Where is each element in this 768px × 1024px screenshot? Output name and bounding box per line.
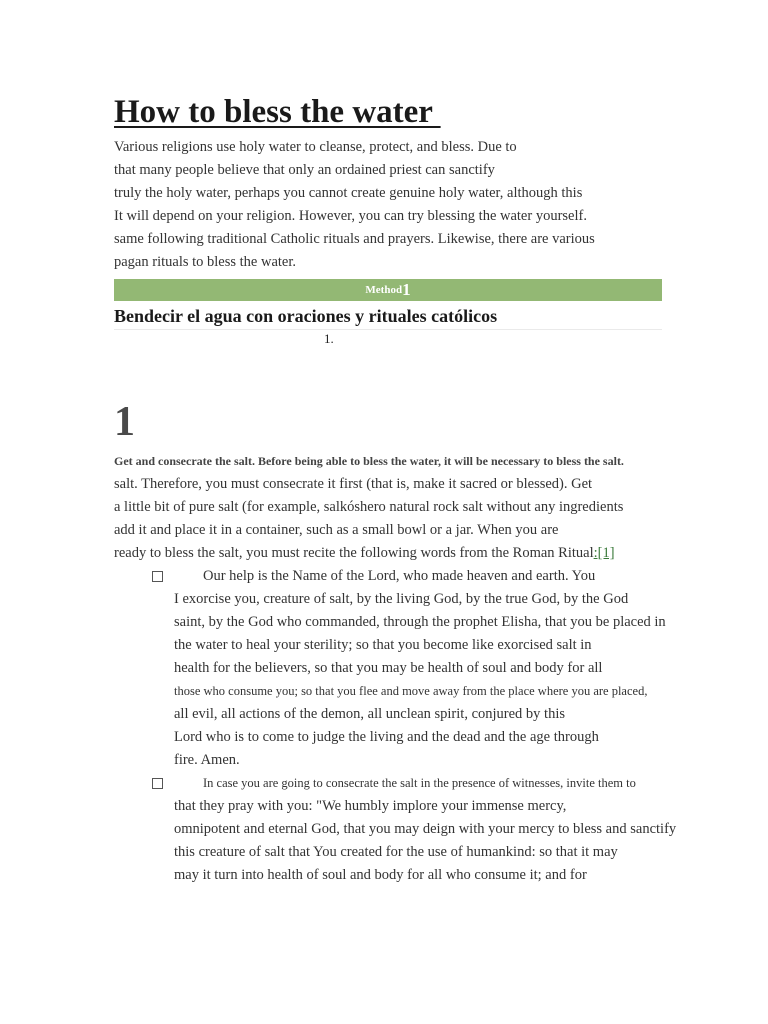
bullet-item: [150, 772, 710, 887]
bullet-item: [150, 565, 710, 772]
bullet-first-line: In case you are going to consecrate the salt in the presence of witnesses, invite them to: [203, 776, 636, 790]
bullet-line: that they pray with you: "We humbly implore your immense mercy,: [174, 798, 567, 814]
bullet-line: this creature of salt that You created for the use of humankind: so that it may: [174, 844, 618, 860]
bullet-line: those who consume you; so that you flee and move away from the place where you are placed,: [174, 684, 648, 698]
page-title: How to bless the water: [114, 94, 441, 130]
step-body-line: [114, 542, 674, 565]
bullet-line: I exorcise you, creature of salt, by the living God, by the true God, by the God: [174, 591, 629, 607]
intro-line: pagan rituals to bless the water.: [114, 254, 297, 270]
reference-link[interactable]: :[1]: [593, 545, 615, 561]
step-body-line: add it and place it in a container, such as a small bowl or a jar. When you are: [114, 522, 559, 538]
intro-line: truly the holy water, perhaps you cannot create genuine holy water, although this: [114, 185, 583, 201]
intro-line: It will depend on your religion. However, you can try blessing the water yourself.: [114, 208, 587, 224]
section-title: Bendecir el agua con oraciones y rituales católicos: [114, 306, 662, 330]
bullet-line: may it turn into health of soul and body for all who consume it; and for: [174, 867, 587, 883]
intro-line: Various religions use holy water to cleanse, protect, and bless. Due to: [114, 139, 517, 155]
intro-line: same following traditional Catholic rituals and prayers. Likewise, there are various: [114, 231, 595, 247]
bullet-first-line: Our help is the Name of the Lord, who made heaven and earth. You: [203, 568, 596, 584]
step-body-line: salt. Therefore, you must consecrate it first (that is, make it sacred or blessed). Get: [114, 476, 593, 492]
method-label: Method: [365, 284, 403, 296]
step-lead-text: Get and consecrate the salt. Before being able to bless the water, it will be necessary to bless the salt.: [114, 454, 624, 468]
bullet-line: health for the believers, so that you may be health of soul and body for all: [174, 660, 603, 676]
step-number: 1: [114, 399, 135, 445]
bullet-line: fire. Amen.: [174, 752, 240, 768]
bullet-line: the water to heal your sterility; so that you become like exorcised salt in: [174, 637, 592, 653]
method-header-bar: [114, 279, 662, 301]
bullet-line: Lord who is to come to judge the living and the dead and the age through: [174, 729, 599, 745]
step-body-line: a little bit of pure salt (for example, salkóshero natural rock salt without any ingredients: [114, 499, 624, 515]
intro-line: that many people believe that only an ordained priest can sanctify: [114, 162, 495, 178]
bullet-box-icon: [152, 778, 163, 789]
step-body: [114, 473, 674, 565]
bullet-line: saint, by the God who commanded, through the prophet Elisha, that you be placed in: [174, 614, 666, 630]
bullet-line: omnipotent and eternal God, that you may deign with your mercy to bless and sanctify: [174, 821, 677, 837]
intro-paragraph: [114, 136, 674, 274]
method-number: 1: [402, 280, 411, 299]
bullet-box-icon: [152, 571, 163, 582]
bullet-list: [150, 565, 710, 887]
step-body-last-text: ready to bless the salt, you must recite the following words from the Roman Ritual: [114, 545, 594, 561]
bullet-line: all evil, all actions of the demon, all unclean spirit, conjured by this: [174, 706, 565, 722]
list-marker: 1.: [324, 331, 334, 346]
